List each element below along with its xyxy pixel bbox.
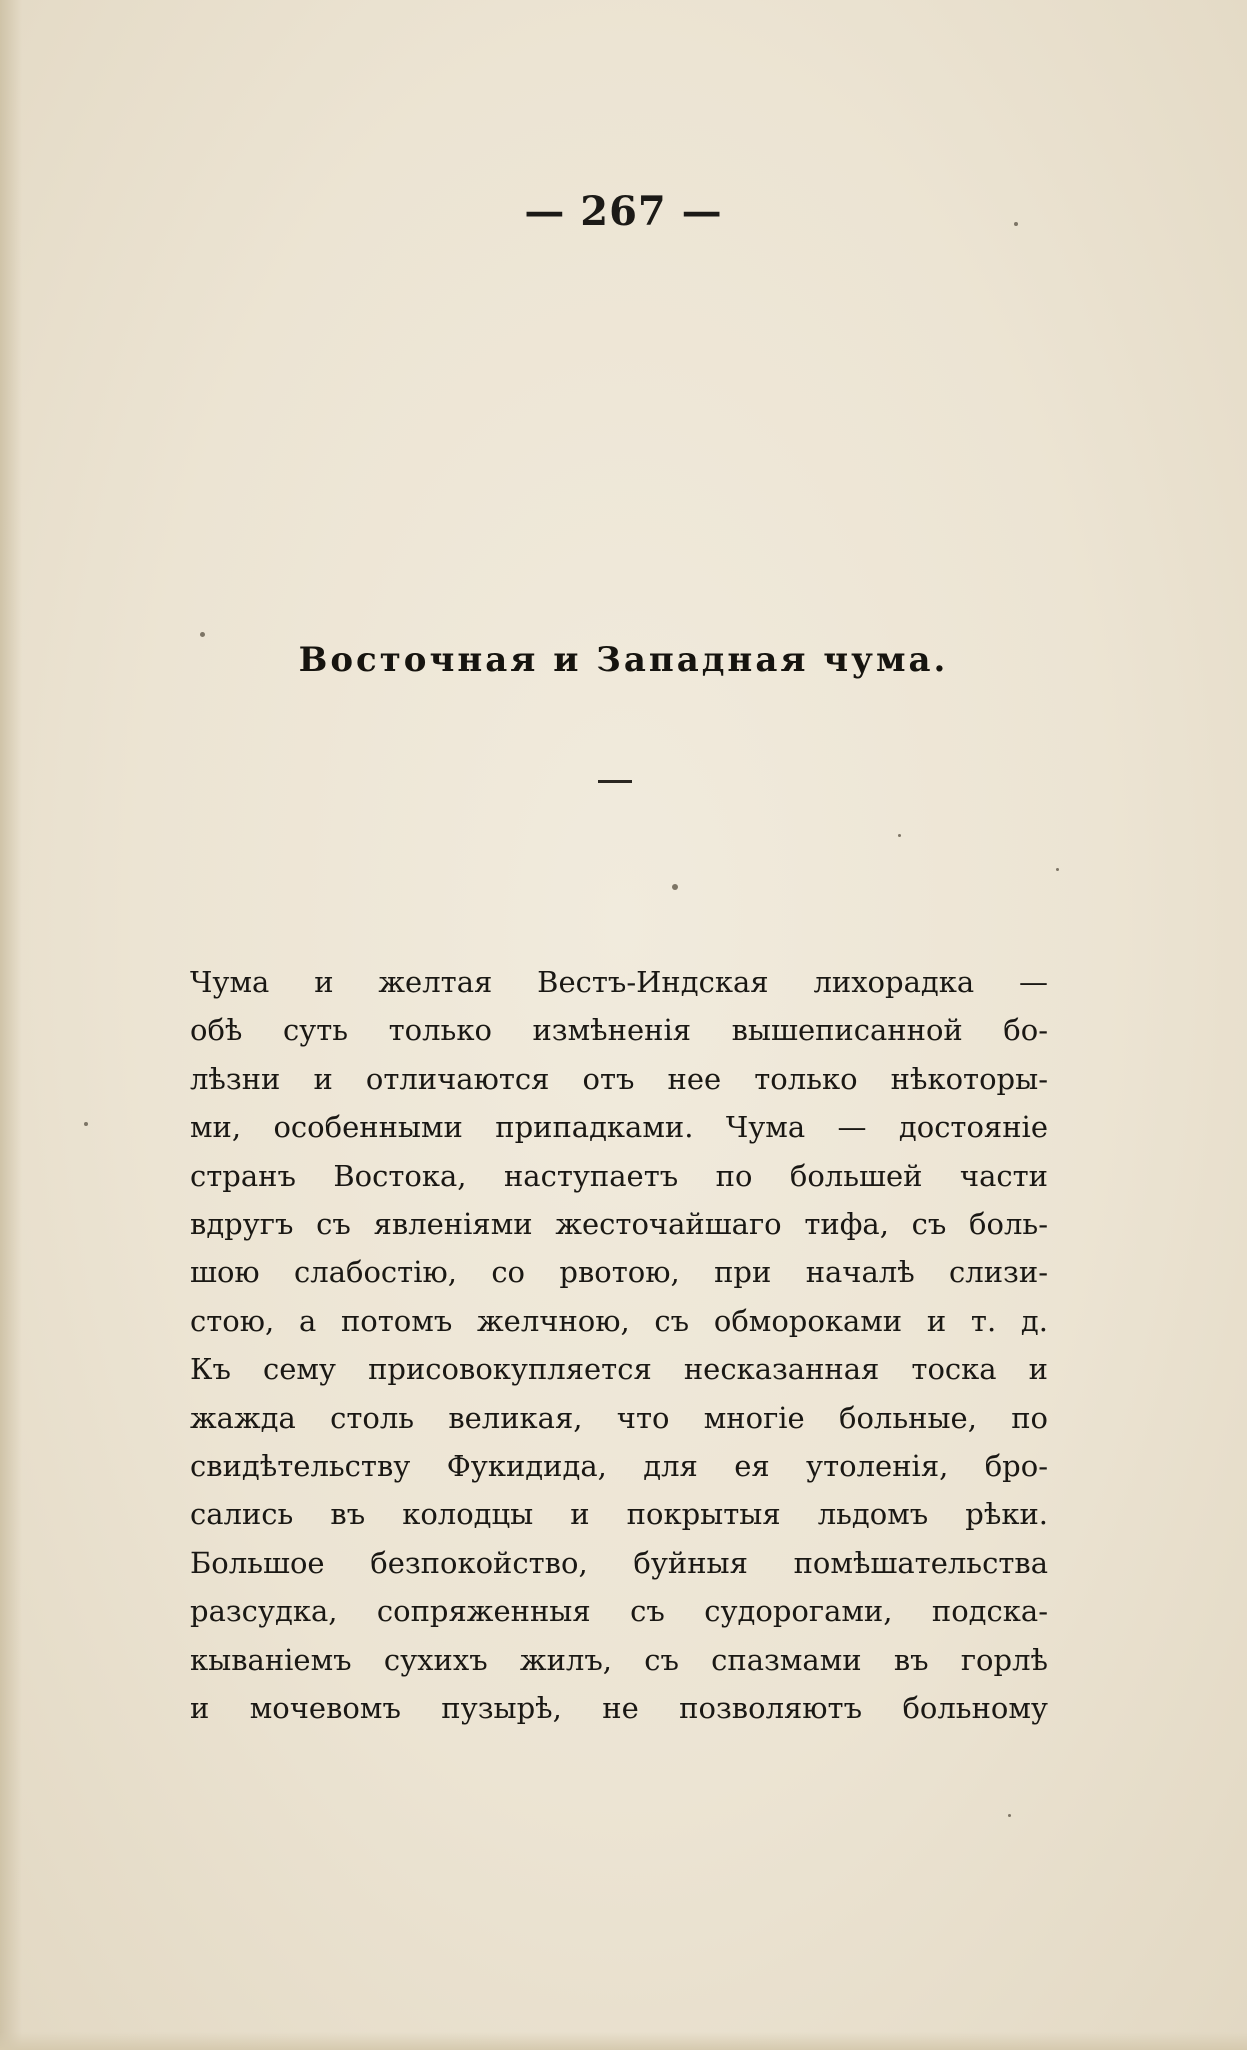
- paper-speck: [200, 632, 205, 637]
- title-divider-rule: [598, 780, 632, 783]
- paper-speck: [672, 884, 678, 890]
- text-line: ми, особенными припадками. Чума — достояніе: [190, 1110, 1048, 1145]
- text-line: Къ сему присовокупляется несказанная тоска и: [190, 1352, 1048, 1387]
- paper-speck: [1014, 222, 1018, 226]
- text-line: разсудка, сопряженныя съ судорогами, подска-: [190, 1594, 1048, 1629]
- text-line: жажда столь великая, что многіе больные, по: [190, 1400, 1048, 1435]
- paper-speck: [898, 834, 901, 837]
- page-edge-shadow-bottom: [0, 2032, 1247, 2050]
- text-line: шою слабостію, со рвотою, при началѣ слизи-: [190, 1255, 1048, 1290]
- text-line: обѣ суть только измѣненія вышеписанной бо-: [190, 1013, 1048, 1048]
- text-line: сались въ колодцы и покрытыя льдомъ рѣки.: [190, 1497, 1048, 1532]
- text-line: свидѣтельству Фукидида, для ея утоленія, бро-: [190, 1449, 1048, 1484]
- text-line: вдругъ съ явленіями жесточайшаго тифа, съ боль-: [190, 1207, 1048, 1242]
- text-line: стою, а потомъ желчною, съ обмороками и т. д.: [190, 1303, 1048, 1338]
- page-number: — 267 —: [524, 188, 723, 235]
- text-line: Большое безпокойство, буйныя помѣшательства: [190, 1545, 1048, 1580]
- text-line: кываніемъ сухихъ жилъ, съ спазмами въ горлѣ: [190, 1642, 1048, 1677]
- text-line: Чума и желтая Вестъ-Индская лихорадка —: [190, 965, 1048, 999]
- text-line: и мочевомъ пузырѣ, не позволяютъ больному: [190, 1691, 1048, 1726]
- text-line: странъ Востока, наступаетъ по большей части: [190, 1158, 1048, 1193]
- page-edge-shadow-left: [0, 0, 22, 2050]
- body-paragraph: [190, 958, 1048, 1733]
- text-line: лѣзни и отличаются отъ нее только нѣкоторы-: [190, 1061, 1048, 1096]
- paper-speck: [1056, 868, 1059, 871]
- paper-speck: [84, 1122, 88, 1126]
- paper-speck: [1008, 1814, 1011, 1817]
- section-title: Восточная и Западная чума.: [298, 640, 949, 680]
